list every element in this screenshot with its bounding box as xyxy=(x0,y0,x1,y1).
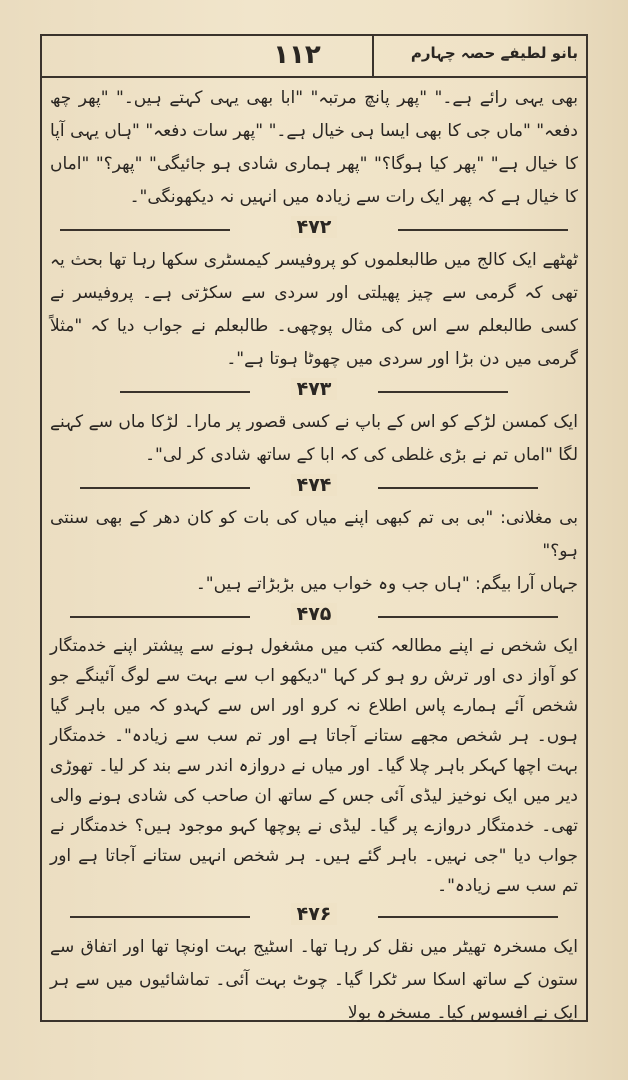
page-frame xyxy=(40,34,588,1022)
section-number: ۴۷۵ xyxy=(50,603,578,625)
paragraph: ایک کمسن لڑکے کو اس کے باپ نے کسی قصور پر مارا۔ لڑکا ماں سے کہنے لگا "اماں تم نے بڑی غلطی کی کہ ابا کے ساتھ شادی کر لی"۔ xyxy=(50,412,578,465)
page-header xyxy=(42,36,586,78)
section-473 xyxy=(50,406,578,472)
section-475 xyxy=(50,631,578,901)
page-body xyxy=(50,82,578,1023)
paragraph: جہاں آرا بیگم: "ہاں جب وہ خواب میں بڑبڑاتے ہیں"۔ xyxy=(195,574,578,594)
section-separator xyxy=(50,603,578,629)
paragraph: بی مغلانی: "بی بی تم کبھی اپنے میاں کی بات کو کان دھر کے بھی سنتی ہو؟" xyxy=(50,508,578,561)
section-number: ۴۷۶ xyxy=(50,903,578,925)
paragraph: ٹھٹھے ایک کالج میں طالبعلموں کو پروفیسر کیمسٹری سکھا رہا تھا بحث یہ تھی کہ گرمی سے چیز پھیلتی اور سردی سے سکڑتی ہے۔ پروفیسر نے کسی طالبعلم سے اس کی مثال پوچھی۔ طالبعلم نے جواب دیا کہ "مثلاً گرمی میں دن بڑا اور سردی میں چھوٹا ہوتا ہے"۔ xyxy=(50,250,578,369)
section-number: ۴۷۴ xyxy=(50,474,578,496)
section-separator xyxy=(50,378,578,404)
page-number: ۱۱۲ xyxy=(273,40,321,70)
running-title: بانو لطیفے حصہ چہارم xyxy=(410,44,578,62)
section-separator xyxy=(50,216,578,242)
section-continuation xyxy=(50,82,578,214)
section-separator xyxy=(50,474,578,500)
section-476 xyxy=(50,931,578,1030)
paragraph: بھی یہی رائے ہے۔" "پھر پانچ مرتبہ" "ابا بھی یہی کہتے ہیں۔" "پھر چھ دفعہ" "ماں جی کا بھی ایسا ہی خیال ہے۔" "پھر سات دفعہ" "ہاں یہی آپا کا خیال ہے" "پھر کیا ہوگا؟" "پھر ہماری شادی ہو جائیگی" "پھر؟" "اماں کا خیال ہے کہ پھر ایک رات سے زیادہ میں انہیں نہ دیکھونگی"۔ xyxy=(50,88,578,207)
section-number: ۴۷۳ xyxy=(50,378,578,400)
section-474 xyxy=(50,502,578,601)
section-number: ۴۷۲ xyxy=(50,216,578,238)
paragraph: ایک شخص نے اپنے مطالعہ کتب میں مشغول ہونے سے پیشتر اپنے خدمتگار کو آواز دی اور ترش رو ہو کر کہا "دیکھو اب سے بہت سے لوگ آئینگے جو شخص آئے ہمارے پاس اطلاع نہ کرو اور اس سے کہدو کہ میں باہر گیا ہوں۔ ہر شخص مجھے ستانے آجاتا ہے اور تم سب سے زیادہ"۔ خدمتگار بہت اچھا کہکر باہر چلا گیا۔ اور میاں نے دروازہ اندر سے بند کر لیا۔ تھوڑی دیر میں ایک نوخیز لیڈی آئی جس کے ساتھ ان صاحب کی شادی ہونے والی تھی۔ خدمتگار دروازے پر گیا۔ لیڈی نے پوچھا کہو موجود ہیں؟ خدمتگار نے جواب دیا "جی نہیں۔ باہر گئے ہیں۔ ہر شخص انہیں ستانے آجاتا ہے اور تم سب سے زیادہ"۔ xyxy=(50,636,578,896)
paragraph: ایک مسخرہ تھیٹر میں نقل کر رہا تھا۔ اسٹیج بہت اونچا تھا اور اتفاق سے ستون کے ساتھ اسکا سر ٹکرا گیا۔ چوٹ بہت آئی۔ تماشائیوں میں سے ہر ایک نے افسوس کیا۔ مسخرہ بولا xyxy=(50,937,578,1023)
section-separator xyxy=(50,903,578,929)
section-472 xyxy=(50,244,578,376)
